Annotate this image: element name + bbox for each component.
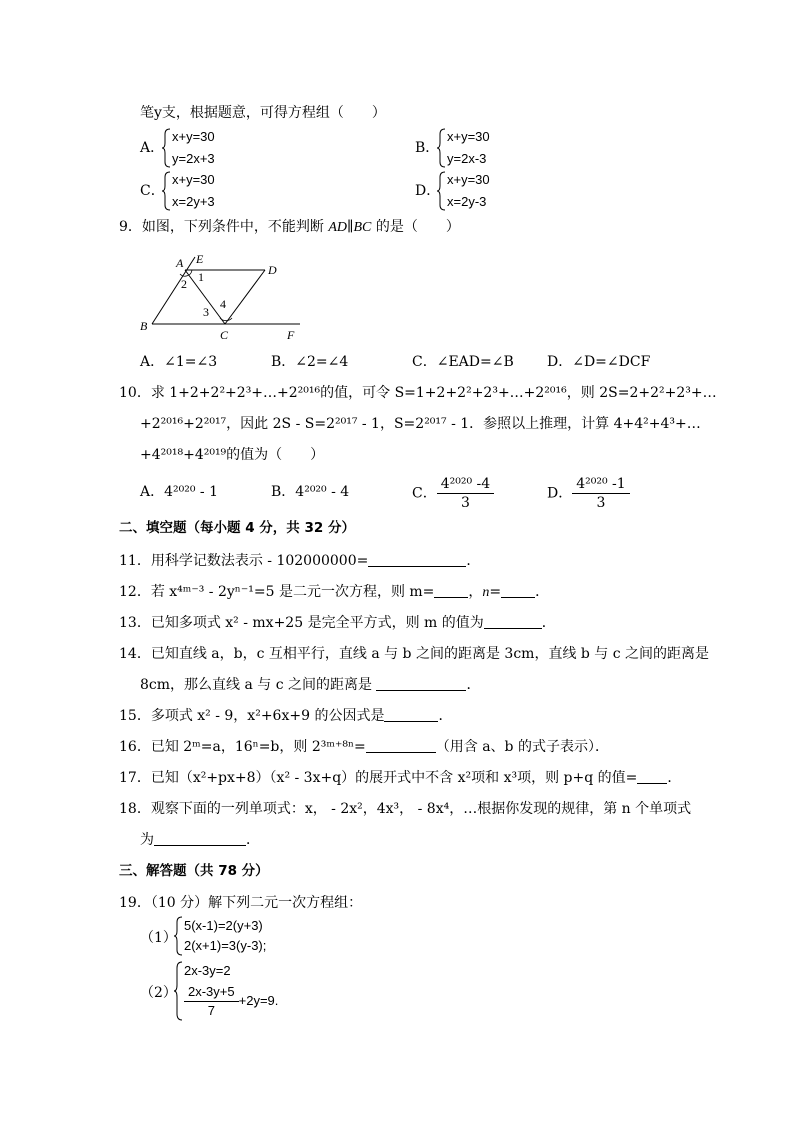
q10-option[interactable] (271, 483, 349, 501)
q10-option-label: C． (412, 485, 437, 502)
fraction-denominator: 3 (596, 495, 606, 511)
answer-blank[interactable] (376, 676, 466, 691)
q9-option[interactable]: B．∠2=∠4 (271, 354, 349, 370)
q8-option-label[interactable]: B． (415, 140, 440, 156)
q10-line3: +4²⁰¹⁸+4²⁰¹⁹的值为（ ） (140, 447, 325, 463)
q10-option-text: 4²⁰²⁰ - 4 (295, 484, 350, 500)
q12-text: 12．若 x⁴ᵐ⁻³ - 2yⁿ⁻¹=5 是二元一次方程，则 m= (119, 584, 435, 600)
q19-part1-label: （1） (140, 930, 177, 946)
q18-line2: 为 ． (140, 832, 260, 848)
brace-icon (173, 916, 183, 956)
q19-part1-eq1: 5(x-1)=2(y+3) (184, 918, 263, 933)
q13-text: 13．已知多项式 x² - mx+25 是完全平方式，则 m 的值为 (119, 615, 484, 631)
fraction-numerator: 4²⁰²⁰ -4 (437, 475, 494, 494)
brace-icon (173, 961, 183, 1021)
q8-option-system (161, 171, 261, 211)
q8-option-system (436, 171, 536, 211)
equation-2: y=2x+3 (172, 151, 215, 166)
q16 (119, 738, 609, 756)
q10-line2: +2²⁰¹⁶+2²⁰¹⁷，因此 2S - S=2²⁰¹⁷ - 1，S=2²⁰¹⁷ - 1．参照以上推理，计算 4+4²+4³+… (140, 416, 701, 432)
label-angle-1: 1 (198, 270, 204, 284)
label-d: D (268, 263, 277, 277)
line-ab (152, 257, 195, 324)
q8-tail: 笔y支，根据题意，可得方程组（ ） (140, 105, 386, 121)
equation-2: x=2y+3 (172, 194, 215, 209)
q9-stem-pre: 9．如图，下列条件中，不能判断 (119, 219, 329, 235)
fraction (572, 475, 629, 512)
q18-text: 为 (140, 832, 154, 848)
label-a: A (176, 256, 184, 270)
brace-icon (161, 128, 171, 168)
q10-option[interactable] (140, 483, 218, 501)
q19-part2-eq1: 2x-3y=2 (184, 963, 231, 978)
q8-option-label[interactable]: C． (140, 183, 165, 199)
fraction-denominator: 3 (460, 495, 470, 511)
fraction-numerator: 2x-3y+5 (184, 983, 239, 1002)
label-angle-3: 3 (203, 305, 209, 319)
q14-text: 8cm，那么直线 a 与 c 之间的距离是 (140, 677, 373, 693)
q9-stem (119, 218, 460, 237)
q15-text: 15．多项式 x² - 9，x²+6x+9 的公因式是 (119, 708, 385, 724)
q9-option[interactable]: C．∠EAD=∠B (412, 354, 514, 370)
q11: 11．用科学记数法表示 - 102000000= ． (119, 553, 481, 569)
q9-stem-math: AD∥BC (328, 220, 372, 235)
equation-1: x+y=30 (447, 172, 490, 187)
q13: 13．已知多项式 x² - mx+25 是完全平方式，则 m 的值为 ． (119, 615, 556, 631)
q10-option-text: 4²⁰²⁰ - 1 (164, 484, 219, 500)
brace-icon (161, 171, 171, 211)
label-f: F (287, 328, 295, 342)
section-fill-blank-heading: 二、填空题（每小题 4 分，共 32 分） (119, 520, 355, 536)
fraction (184, 983, 239, 1020)
q17: 17．已知（x²+px+8）（x² - 3x+q）的展开式中不含 x²项和 x³项，则 p+q 的值= ． (119, 770, 682, 786)
section-answer-heading: 三、解答题（共 78 分） (119, 863, 269, 879)
q9-stem-post: 的是（ ） (371, 219, 460, 235)
fraction-numerator: 4²⁰²⁰ -1 (572, 475, 629, 494)
parallel-lines-figure (140, 252, 310, 344)
q8-option-system (161, 128, 261, 168)
label-b: B (140, 319, 148, 333)
q19-part2-label: （2） (140, 985, 177, 1001)
q15: 15．多项式 x² - 9，x²+6x+9 的公因式是 ． (119, 708, 453, 724)
answer-blank[interactable] (154, 831, 246, 846)
brace-icon (436, 128, 446, 168)
q19-part1-system (173, 916, 333, 956)
brace-icon (436, 171, 446, 211)
label-angle-2: 2 (181, 277, 187, 291)
q19-part1-eq2: 2(x+1)=3(y-3); (184, 938, 267, 953)
q10-option-label: D． (547, 485, 573, 502)
answer-blank[interactable] (384, 707, 438, 722)
q8-option-label[interactable]: D． (415, 183, 441, 199)
q12: 12．若 x⁴ᵐ⁻³ - 2yⁿ⁻¹=5 是二元一次方程，则 m= ，n= ． (119, 584, 550, 600)
q19-part2-tail: +2y=9 (238, 992, 275, 1008)
answer-blank[interactable] (368, 552, 466, 567)
label-e: E (196, 252, 204, 266)
line-cd (225, 270, 265, 324)
q16-tail: （用含 a、b 的式子表示）． (435, 739, 609, 755)
equation-2: y=2x-3 (447, 151, 487, 166)
q14-line2: 8cm，那么直线 a 与 c 之间的距离是 ． (140, 677, 481, 693)
equation-1: x+y=30 (172, 129, 215, 144)
answer-blank-n[interactable] (501, 583, 535, 598)
answer-blank[interactable] (637, 769, 667, 784)
fraction (437, 475, 494, 512)
q11-text: 11．用科学记数法表示 - 102000000= (119, 553, 369, 569)
equation-1: x+y=30 (172, 172, 215, 187)
answer-blank[interactable] (366, 738, 436, 753)
q10-line1: 10．求 1+2+2²+2³+…+2²⁰¹⁶的值，可令 S=1+2+2²+2³+…+2²⁰¹⁶，则 2S=2+2²+2³+… (119, 385, 717, 401)
q10-option-label: A． (140, 484, 165, 500)
q19-part1-eq2-text: 2(x+1)=3(y-3) (184, 938, 263, 953)
q8-option-label[interactable]: A． (140, 140, 165, 156)
q18-line1: 18．观察下面的一列单项式：x， - 2x²，4x³， - 8x⁴，…根据你发现的规律，第 n 个单项式 (119, 801, 692, 817)
answer-blank[interactable] (484, 614, 542, 629)
q19-stem: 19．（10 分）解下列二元一次方程组： (119, 895, 363, 911)
q9-option[interactable]: D．∠D=∠DCF (547, 354, 651, 370)
label-c: C (220, 328, 229, 342)
q10-option[interactable] (412, 475, 494, 512)
q19-part2-system (173, 961, 373, 1021)
q14-line1: 14．已知直线 a，b，c 互相平行，直线 a 与 b 之间的距离是 3cm，直线 b 与 c 之间的距离是 (119, 646, 710, 662)
label-angle-4: 4 (220, 297, 226, 311)
q19-part2-eq2: $\frac{2x-3y+5}{7}$ +2y=9. (184, 983, 278, 1020)
equation-1: x+y=30 (447, 129, 490, 144)
q16-text: 16．已知 2ᵐ=a，16ⁿ=b，则 2³ᵐ⁺⁸ⁿ= (119, 739, 366, 755)
q10-option[interactable] (547, 475, 630, 512)
answer-blank-m[interactable] (434, 583, 468, 598)
q17-text: 17．已知（x²+px+8）（x² - 3x+q）的展开式中不含 x²项和 x³项，则 p+q 的值= (119, 770, 638, 786)
q8-option-system (436, 128, 536, 168)
fraction-denominator: 7 (207, 1003, 215, 1018)
q10-option-label: B． (271, 484, 296, 500)
equation-2: x=2y-3 (447, 194, 487, 209)
q9-option[interactable]: A．∠1=∠3 (140, 354, 218, 370)
